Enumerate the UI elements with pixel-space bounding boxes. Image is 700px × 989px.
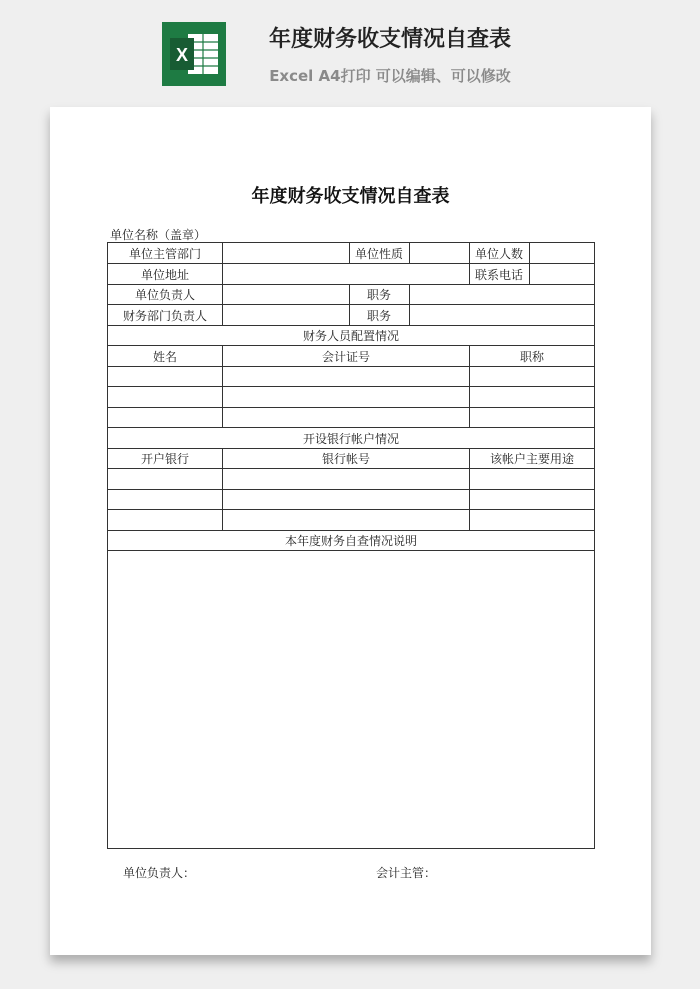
unit-head-label: 单位负责人 — [134, 288, 196, 302]
signature-chief-accountant: 会计主管： — [376, 866, 437, 880]
document-title: 年度财务收支情况自查表 — [251, 186, 450, 207]
svg-text:X: X — [175, 45, 189, 65]
header-title: 年度财务收支情况自查表 — [268, 27, 511, 52]
bank-header-account: 银行帐号 — [321, 452, 371, 466]
bank-section-title: 开设银行帐户情况 — [302, 432, 400, 446]
unit-nature-label: 单位性质 — [354, 247, 404, 261]
explanation-title: 本年度财务自查情况说明 — [284, 534, 418, 548]
position-label-1: 职务 — [366, 288, 392, 302]
unit-address-label: 单位地址 — [140, 268, 190, 282]
phone-label: 联系电话 — [474, 268, 524, 282]
form-table — [50, 107, 651, 955]
position-label-2: 职务 — [366, 309, 392, 323]
header-subtitle: Excel A4打印 可以编辑、可以修改 — [269, 67, 511, 85]
staff-section-title: 财务人员配置情况 — [302, 329, 400, 343]
staff-header-name: 姓名 — [152, 350, 178, 364]
bank-header-usage: 该帐户主要用途 — [489, 452, 575, 466]
finance-head-label: 财务部门负责人 — [122, 309, 208, 323]
header — [0, 0, 700, 100]
excel-icon — [162, 22, 226, 86]
staff-count-label: 单位人数 — [474, 247, 524, 261]
staff-header-cert: 会计证号 — [321, 350, 371, 364]
document-page — [50, 107, 651, 955]
supervisor-dept-label: 单位主管部门 — [128, 247, 202, 261]
staff-header-title: 职称 — [519, 350, 545, 364]
unit-name-label: 单位名称（盖章） — [110, 228, 207, 242]
signature-unit-head: 单位负责人： — [123, 866, 196, 880]
bank-header-bank: 开户银行 — [140, 452, 190, 466]
